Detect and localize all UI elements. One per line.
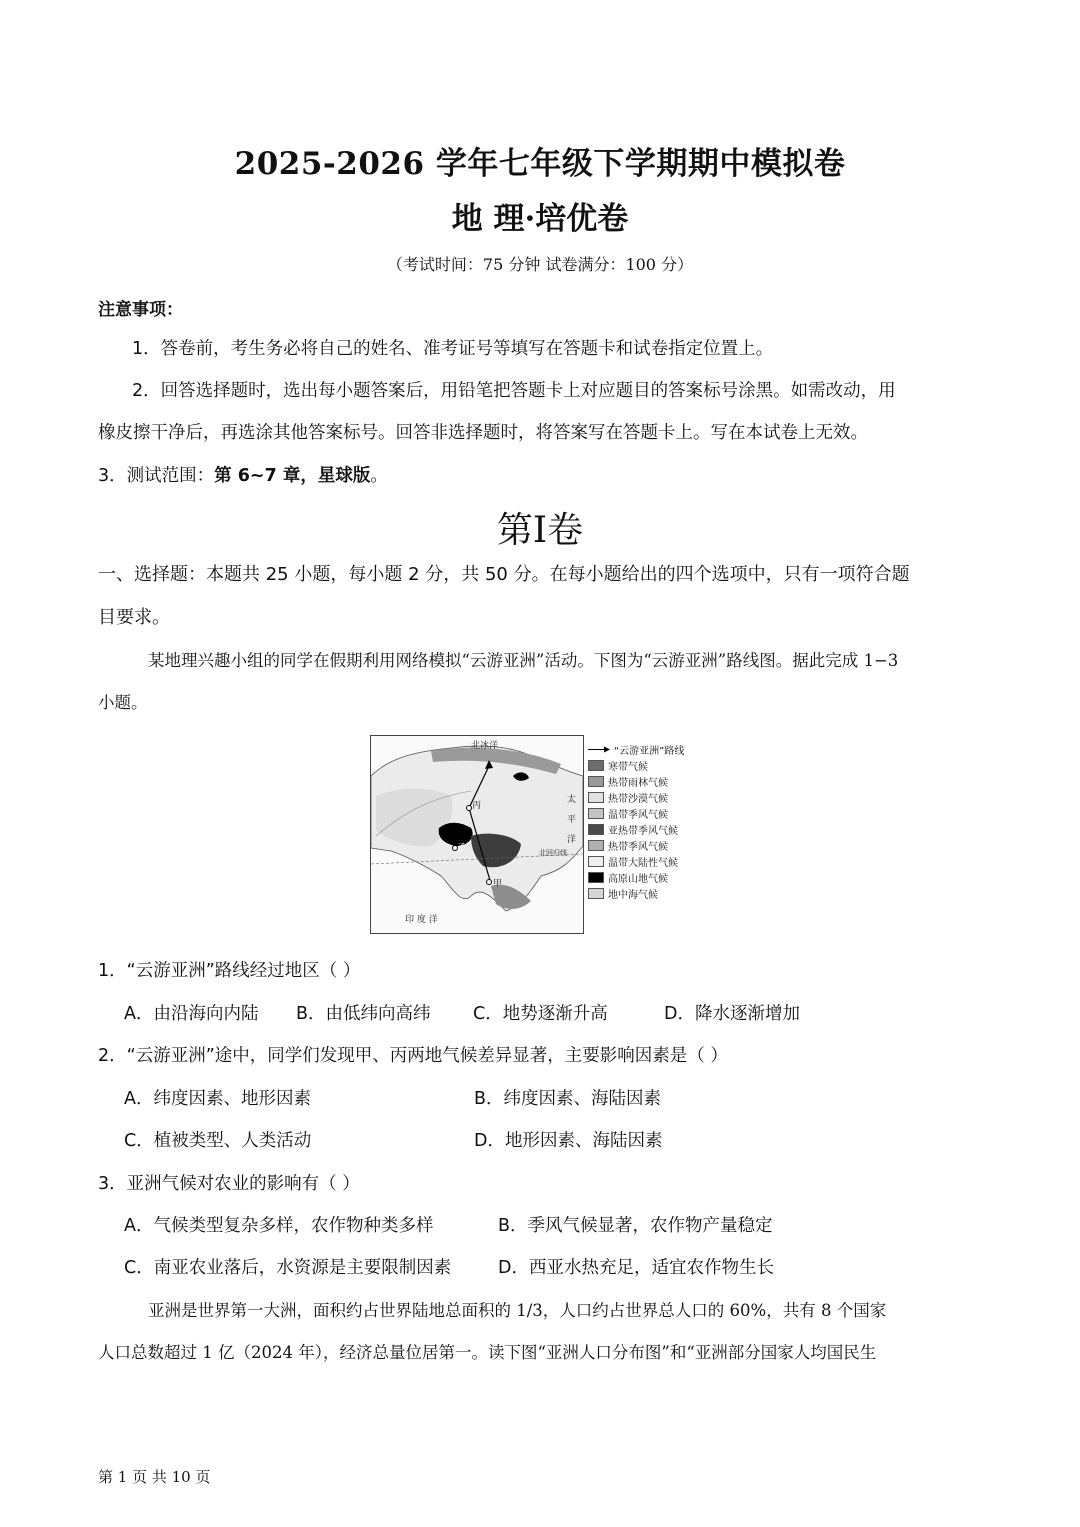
question-3-option-b[interactable]: B．季风气候显著，农作物产量稳定 [498,1216,773,1236]
question-2-option-c[interactable]: C．植被类型、人类活动 [124,1131,312,1151]
label-pacific-3: 洋 [567,835,577,845]
legend-item [588,885,708,901]
question-2-option-b[interactable]: B．纬度因素、海陆因素 [474,1089,662,1109]
exam-info: （考试时间：75 分钟 试卷满分：100 分） [386,255,694,274]
stem-1-line2: 小题。 [98,693,148,712]
legend-item [588,869,708,885]
label-arctic-ocean: 北冰洋 [471,741,499,751]
label-yi: 乙 [457,843,467,853]
legend-swatch [588,792,604,803]
legend-item [588,789,708,805]
label-tropic: 北回归线 [539,849,567,857]
legend-label: “云游亚洲”路线 [614,745,685,757]
volume-heading: 第I卷 [496,510,584,551]
stem-1-line1: 某地理兴趣小组的同学在假期利用网络模拟“云游亚洲”活动。下图为“云游亚洲”路线图。据此完成 1−3 [148,651,899,670]
legend-label: 高原山地气候 [608,873,668,885]
point-jia [487,880,492,885]
section-instruction-line2: 目要求。 [98,607,170,628]
notice-item-2-line2: 橡皮擦干净后，再选涂其他答案标号。回答非选择题时，将答案写在答题卡上。写在本试卷上无效。 [98,423,868,443]
question-3-option-d[interactable]: D．西亚水热充足，适宜农作物生长 [498,1258,774,1278]
exam-subtitle: 地 理·培优卷 [451,201,629,237]
section-instruction-line1: 一、选择题：本题共 25 小题，每小题 2 分，共 50 分。在每小题给出的四个选项中，只有一项符合题 [98,564,910,585]
question-1-stem: 1．“云游亚洲”路线经过地区（ ） [98,961,361,981]
label-pacific-2: 平 [567,815,577,825]
legend-item [588,821,708,837]
question-1-option-d[interactable]: D．降水逐渐增加 [664,1004,800,1024]
question-3-stem: 3．亚洲气候对农业的影响有（ ） [98,1174,360,1194]
label-pacific-1: 太 [567,795,577,805]
map-drawing [371,736,583,933]
page-number: 第 1 页 共 10 页 [98,1468,211,1486]
legend-item [588,853,708,869]
route-arrow-icon [588,745,610,754]
asia-route-map [370,735,708,934]
legend-label: 热带季风气候 [608,841,668,853]
legend-swatch [588,840,604,851]
legend-label: 亚热带季风气候 [608,825,678,837]
question-2-stem: 2．“云游亚洲”途中，同学们发现甲、丙两地气候差异显著，主要影响因素是（ ） [98,1046,728,1066]
label-bing: 丙 [472,801,482,811]
stem-2-line1: 亚洲是世界第一大洲，面积约占世界陆地总面积的 1/3，人口约占世界总人口的 60%，共有 8 个国家 [148,1301,887,1320]
legend-route [588,741,708,757]
notice-item-3 [98,464,388,488]
question-3-option-c[interactable]: C．南亚农业落后，水资源是主要限制因素 [124,1258,452,1278]
exam-title: 2025-2026 学年七年级下学期期中模拟卷 [234,146,846,182]
question-3-option-a[interactable]: A．气候类型复杂多样，农作物种类多样 [124,1216,434,1236]
question-2-option-a[interactable]: A．纬度因素、地形因素 [124,1089,311,1109]
label-jia: 甲 [493,879,503,889]
legend-item [588,805,708,821]
legend-item [588,757,708,773]
legend-label: 热带沙漠气候 [608,793,668,805]
notice-item-3-prefix: 3．测试范围： [98,466,215,486]
label-indian-ocean: 印 度 洋 [405,915,438,925]
question-1-option-c[interactable]: C．地势逐渐升高 [473,1004,608,1024]
legend-swatch [588,760,604,771]
legend-swatch [588,856,604,867]
legend-label: 地中海气候 [608,889,658,901]
map-frame [370,735,584,934]
legend-label: 热带雨林气候 [608,777,668,789]
notice-item-3-suffix: 。 [370,466,388,486]
legend-swatch [588,808,604,819]
notice-heading: 注意事项： [98,300,183,320]
legend-item [588,773,708,789]
stem-2-line2: 人口总数超过 1 亿（2024 年），经济总量位居第一。读下图“亚洲人口分布图”和“亚洲部分国家人均国民生 [98,1343,877,1362]
legend-label: 温带大陆性气候 [608,857,678,869]
legend-label: 温带季风气候 [608,809,668,821]
point-bing [467,806,472,811]
map-legend [588,741,708,901]
question-1-option-b[interactable]: B．由低纬向高纬 [296,1004,431,1024]
notice-item-3-scope: 第 6~7 章，星球版 [214,466,371,486]
legend-swatch [588,888,604,899]
legend-swatch [588,824,604,835]
legend-label: 寒带气候 [608,761,648,773]
legend-swatch [588,776,604,787]
legend-swatch [588,872,604,883]
notice-item-2-line1: 2．回答选择题时，选出每小题答案后，用铅笔把答题卡上对应题目的答案标号涂黑。如需改动，用 [132,381,896,401]
question-1-option-a[interactable]: A．由沿海向内陆 [124,1004,259,1024]
question-2-option-d[interactable]: D．地形因素、海陆因素 [474,1131,663,1151]
notice-item-1: 1．答卷前，考生务必将自己的姓名、准考证号等填写在答题卡和试卷指定位置上。 [132,339,774,359]
legend-item [588,837,708,853]
